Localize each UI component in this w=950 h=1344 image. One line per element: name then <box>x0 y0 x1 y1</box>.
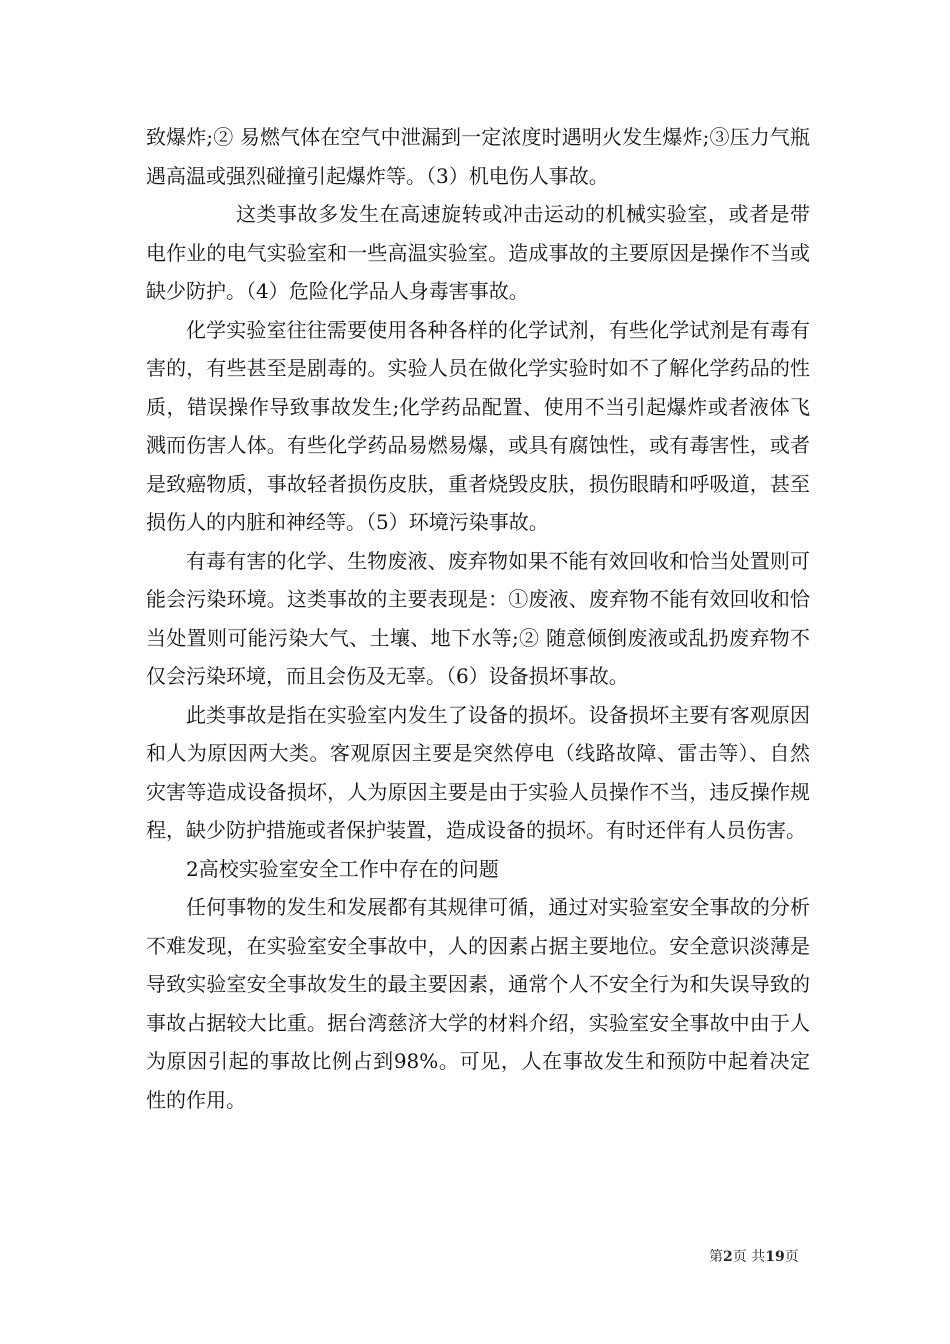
page-footer <box>709 1246 799 1266</box>
footer-middle: 页 共 <box>732 1249 766 1265</box>
current-page-number: 2 <box>723 1249 733 1265</box>
paragraph-explosion-cont: 致爆炸;② 易燃气体在空气中泄漏到一定浓度时遇明火发生爆炸;③压力气瓶遇高温或强烈碰撞引起爆炸等。（3）机电伤人事故。 <box>146 125 810 188</box>
footer-prefix: 第 <box>709 1249 723 1265</box>
body-text <box>146 118 810 1119</box>
footer-suffix: 页 <box>784 1249 799 1265</box>
paragraph-human-factors: 任何事物的发生和发展都有其规律可循，通过对实验室安全事故的分析不难发现，在实验室安全事故中，人的因素占据主要地位。安全意识淡薄是导致实验室安全事故发生的最主要因素，通常个人不安全行为和失误导致的事故占据较大比重。据台湾慈济大学的材料介绍，实验室安全事故中由于人为原因引起的事故比例占到98%。可见，人在事故发生和预防中起着决定性的作用。 <box>146 895 810 1112</box>
paragraph-chemical-poisoning: 化学实验室往往需要使用各种各样的化学试剂，有些化学试剂是有毒有害的，有些甚至是剧毒的。实验人员在做化学实验时如不了解化学药品的性质，错误操作导致事故发生;化学药品配置、使用不当引起爆炸或者液体飞溅而伤害人体。有些化学药品易燃易爆，或具有腐蚀性，或有毒害性，或者是致癌物质，事故轻者损伤皮肤，重者烧毁皮肤，损伤眼睛和呼吸道，甚至损伤人的内脏和神经等。（5）环境污染事故。 <box>146 317 810 534</box>
paragraph-environment-pollution: 有毒有害的化学、生物废液、废弃物如果不能有效回收和恰当处置则可能会污染环境。这类事故的主要表现是：①废液、废弃物不能有效回收和恰当处置则可能污染大气、土壤、地下水等;② 随意倾倒废液或乱扔废弃物不仅会污染环境，而且会伤及无辜。（6）设备损坏事故。 <box>146 548 810 688</box>
paragraph-mechanical-injury: 这类事故多发生在高速旋转或冲击运动的机械实验室，或者是带电作业的电气实验室和一些高温实验室。造成事故的主要原因是操作不当或缺少防护。（4）危险化学品人身毒害事故。 <box>146 202 810 303</box>
total-pages-number: 19 <box>765 1249 785 1265</box>
section-heading: 2高校实验室安全工作中存在的问题 <box>186 856 499 881</box>
paragraph-equipment-damage: 此类事故是指在实验室内发生了设备的损坏。设备损坏主要有客观原因和人为原因两大类。客观原因主要是突然停电（线路故障、雷击等）、自然灾害等造成设备损坏，人为原因主要是由于实验人员操作不当，违反操作规程，缺少防护措施或者保护装置，造成设备的损坏。有时还伴有人员伤害。 <box>146 702 810 842</box>
